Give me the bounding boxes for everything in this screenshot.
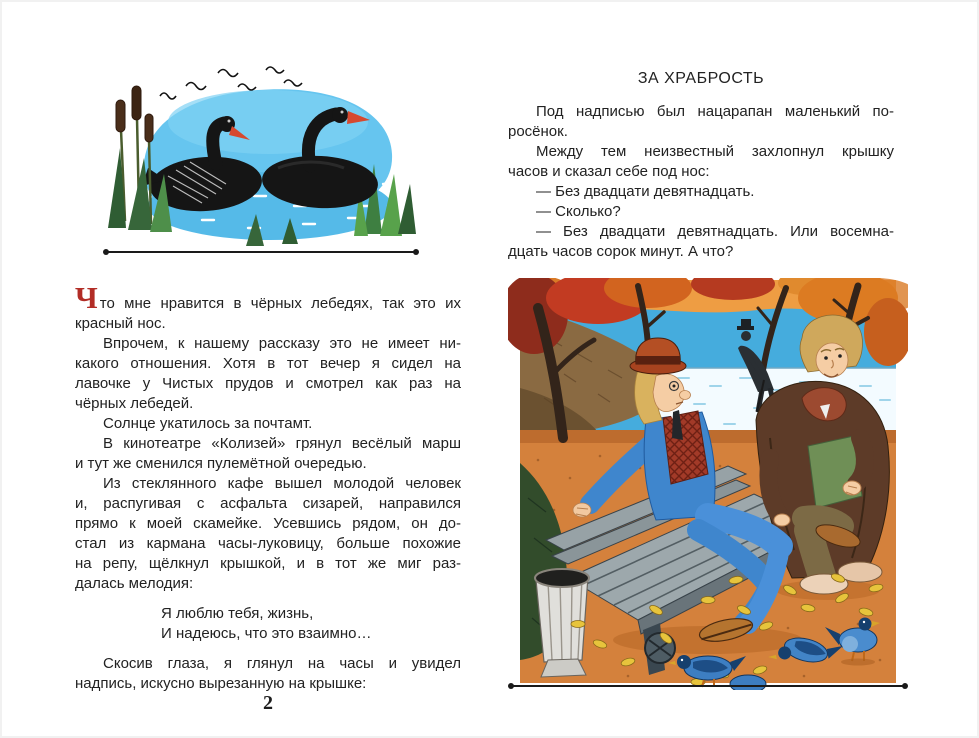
text-line: далась мелодия: [75,575,194,592]
left-page-text [75,282,461,694]
text-line: на репу, щёлкнул крышкой, и в тот же миг раз- [75,555,461,572]
text-line: дцать часов сорок минут. А что? [508,243,734,260]
text-line: надпись, искусно вырезанную на крышке: [75,675,367,692]
text-line: прямо к моей скамейке. Усевшись рядом, он до- [75,515,461,532]
text-line: Впрочем, к нашему рассказу это не имеет ни- [103,335,461,352]
text-line: — Без двадцати девятнадцать. [536,183,755,200]
text-line: Под надписью был нацарапан маленький по- [536,103,894,120]
text-line: росёнок. [508,123,568,140]
verse [161,604,461,644]
text-line: Между тем неизвестный захлопнул крышку [536,143,894,160]
illustration-rule [508,683,908,689]
pigeon-4 [730,675,766,690]
bench-scene [508,278,908,690]
bench-illustration [508,278,908,690]
paragraph [508,102,894,142]
paragraph [75,654,461,694]
text-line: Скосив глаза, я глянул на часы и увидел [103,655,461,672]
text-line: Солнце укатилось за почтамт. [103,415,313,432]
text-line: В кинотеатре «Колизей» грянул весёлый марш [103,435,461,452]
paragraph [75,434,461,474]
paragraph [508,202,894,222]
paragraph [508,182,894,202]
text-line: Я люблю тебя, жизнь, [161,605,314,622]
paragraph [75,334,461,414]
text-line: Из стеклянного кафе вышел молодой человек [103,475,461,492]
swans-illustration [98,56,424,256]
text-line: стал из кармана часы-луковицу, больше похожие [75,535,461,552]
text-line: — Без двадцати девятнадцать. Или восемна- [536,223,894,240]
text-line: красный нос. [75,315,166,332]
paragraph [75,414,461,434]
illustration-rule [103,249,419,255]
text-line: и тут же сменился пулемётной очередью. [75,455,367,472]
text-line: какого отношения. Хотя в тот вечер я сидел на [75,355,461,372]
text-line: лавочке у Чистых прудов и смотрел как раз на [75,375,461,392]
paragraph [508,142,894,182]
paragraph [75,474,461,594]
bench-illustration-svg [508,278,908,690]
text-line: — Сколько? [536,203,621,220]
paragraph [508,222,894,262]
swans-illustration-svg [98,56,424,256]
text-line: И надеюсь, что это взаимно… [161,625,372,642]
text-line: чёрных лебедей. [75,395,194,412]
paragraph [75,282,461,334]
page-number: 2 [263,692,273,714]
chapter-title: ЗА ХРАБРОСТЬ [637,70,765,87]
swan-scene [103,67,419,255]
text-line: и, распугивая с асфальта сизарей, направился [75,495,461,512]
dropcap-letter: Ч [75,280,98,315]
text-line: часов и сказал себе под нос: [508,163,710,180]
right-page-text [508,102,894,262]
text-line: Что мне нравится в чёрных лебедях, так это их [75,280,461,315]
